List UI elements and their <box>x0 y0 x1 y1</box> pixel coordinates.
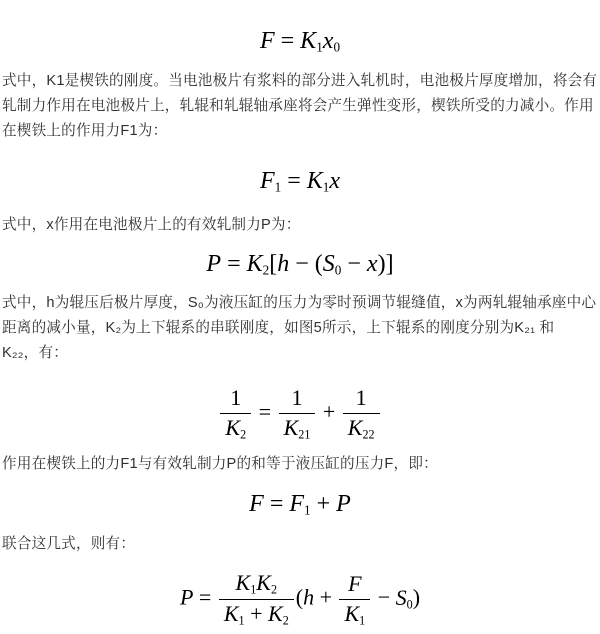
fraction: $\frac{1}{K21}$ <box>279 386 316 442</box>
document-page <box>0 26 600 634</box>
text-line: 式中，K1是楔铁的刚度。当电池极片有浆料的部分进入轧机时，电池极片厚度增加，将会有 <box>2 72 598 89</box>
text-line: 联合这几式，则有： <box>2 536 136 553</box>
fraction: $\frac{1}{K22}$ <box>343 386 380 442</box>
formula-initial-wedge-force: F = K1x0 <box>259 28 341 55</box>
formula-series-stiffness: $\frac{1}{K2}$ = $\frac{1}{K21}$ + $\frac{1}{K22}$ <box>2 386 598 442</box>
text-line: 距离的减小量，K₂为上下辊系的串联刚度，如图5所示，上下辊系的刚度分别为K₂₁ 和 <box>2 320 555 337</box>
formula-wedge-acting-force: F1 = K1x <box>259 167 341 195</box>
fraction: $\frac{F}{K1}$ <box>339 572 370 628</box>
formula-combined-rolling-force: P = $\frac{K1K2}{K1 + K2}$ (h + $\frac{F}{K1}$ − S0) <box>179 570 421 628</box>
paragraph-force-balance-intro <box>2 452 598 477</box>
text-line: 在楔铁上的作用力F1为： <box>2 122 168 139</box>
formula-force-balance: F = F1 + P <box>249 490 351 518</box>
paragraph-effective-rolling-force-intro <box>2 213 598 238</box>
formula-effective-rolling-force: P = K2[h − (S0 − x)] <box>206 251 394 279</box>
paragraph-k1-wedge-stiffness <box>2 69 598 144</box>
fraction: $\frac{K1K2}{K1 + K2}$ <box>219 571 294 628</box>
text-line: 轧制力作用在电池极片上，轧辊和轧辊轴承座将会产生弹性变形，楔铁所受的力减小。作用 <box>2 97 594 114</box>
text-line: K₂₂，有： <box>2 345 69 362</box>
text-line: 作用在楔铁上的力F1与有效轧制力P的和等于液压缸的压力F，即： <box>2 455 438 472</box>
text-line: 式中，x作用在电池极片上的有效轧制力P为： <box>2 217 301 234</box>
paragraph-combine-equations-intro <box>2 532 598 557</box>
fraction: $\frac{1}{K2}$ <box>220 386 251 442</box>
text-line: 式中，h为辊压后极片厚度，S₀为液压缸的压力为零时预调节辊缝值，x为两轧辊轴承座中心 <box>2 295 597 312</box>
paragraph-h-s0-k2-definition <box>2 291 598 366</box>
